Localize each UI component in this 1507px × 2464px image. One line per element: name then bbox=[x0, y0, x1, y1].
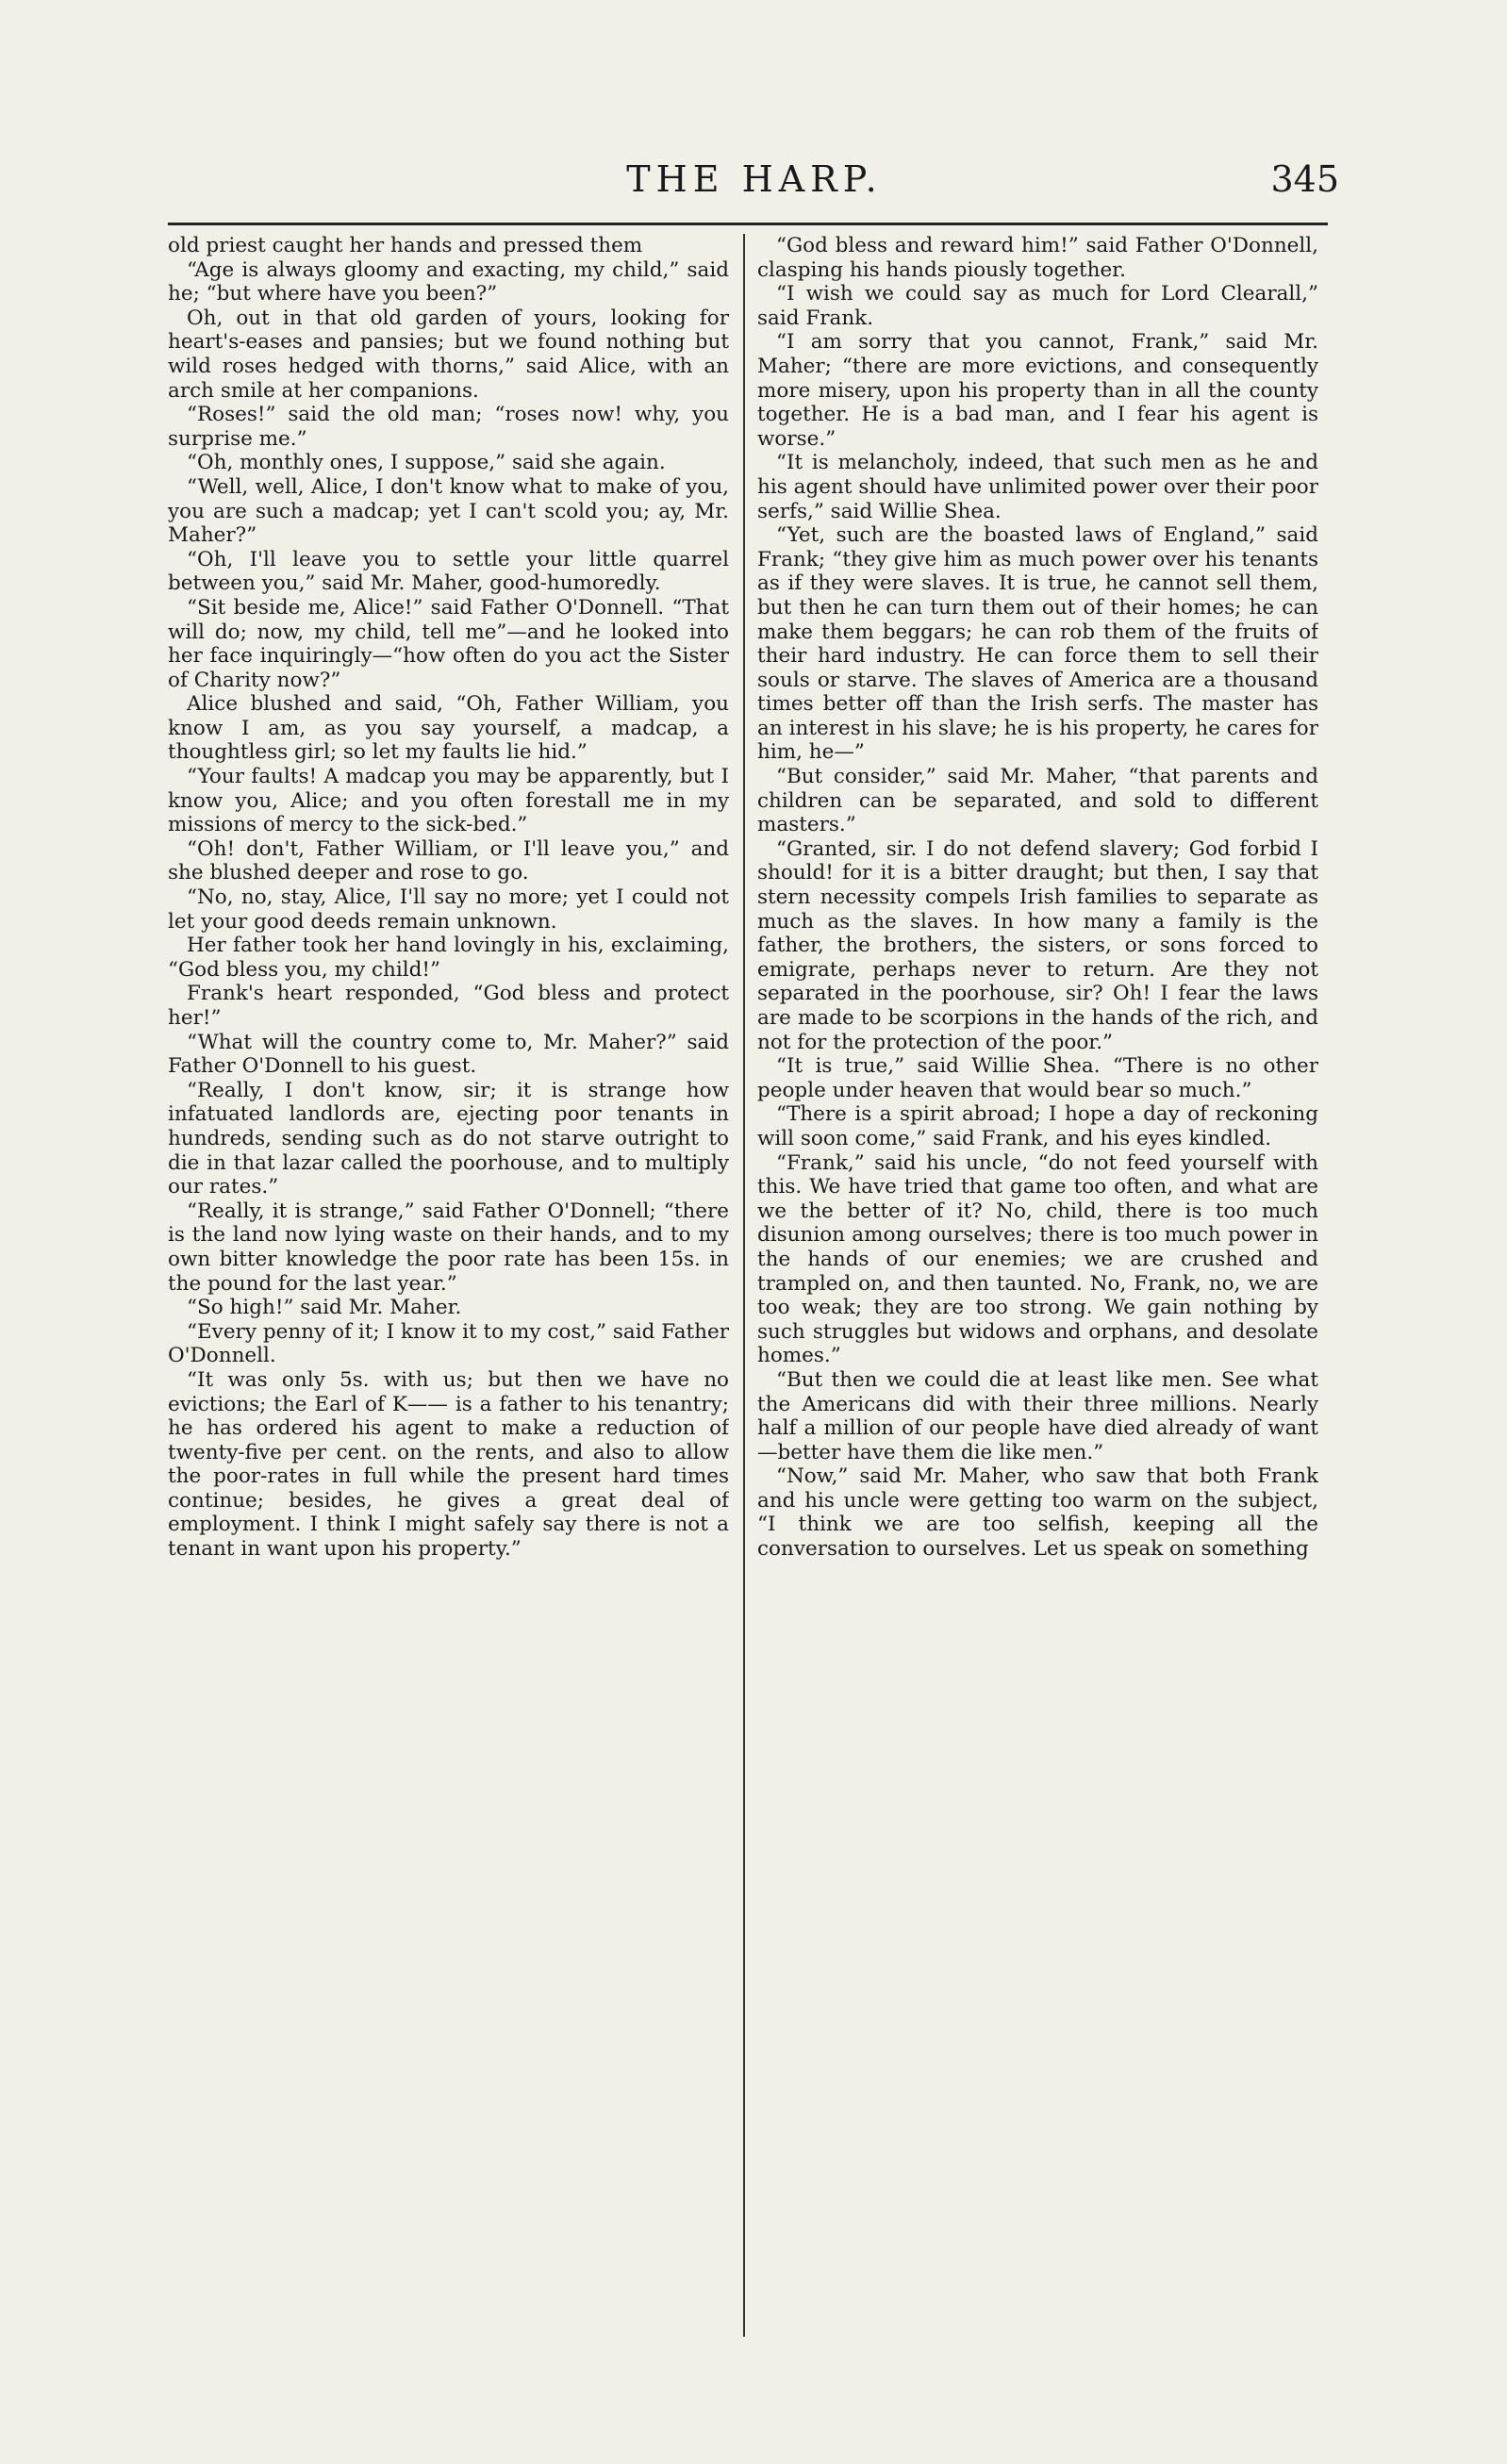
running-title: THE HARP. bbox=[626, 158, 883, 200]
paragraph: “Every penny of it; I know it to my cost,” said Father O'Donnell. bbox=[168, 1319, 729, 1368]
paragraph: “Now,” said Mr. Maher, who saw that both Frank and his uncle were getting too warm on the subject, “I think we are too selfish, keeping all the conversation to ourselves. Let us speak on something bbox=[757, 1464, 1318, 1562]
paragraph: “Sit beside me, Alice!” said Father O'Donnell. “That will do; now, my child, tell me”—and he looked into her face inquiringly—“how often do you act the Sister of Charity now?” bbox=[168, 595, 729, 692]
paragraph: old priest caught her hands and pressed them bbox=[168, 234, 643, 257]
paragraph: Her father took her hand lovingly in his, exclaiming, “God bless you, my child!” bbox=[168, 934, 729, 982]
paragraph: “It is true,” said Willie Shea. “There is no other people under heaven that would bear so much.” bbox=[757, 1054, 1318, 1102]
paragraph: “It was only 5s. with us; but then we have no evictions; the Earl of K—— is a father to his tenantry; he has ordered his agent to make a reduction of twenty-five per cent. on the rents, and also to allow the poor-rates in full while the present hard times continue; besides, he gives a great deal of employment. I think I might safely say there is not a tenant in want upon his property.” bbox=[168, 1367, 729, 1562]
paragraph: “Frank,” said his uncle, “do not feed yourself with this. We have tried that game too often, and what are we the better of it? No, child, there is too much disunion among ourselves; there is too much power in the hands of our enemies; we are crushed and trampled on, and then taunted. No, Frank, no, we are too weak; they are too strong. We gain nothing by such struggles but widows and orphans, and desolate homes.” bbox=[757, 1150, 1318, 1368]
paragraph: “Well, well, Alice, I don't know what to make of you, you are such a madcap; yet I can't scold you; ay, Mr. Maher?” bbox=[168, 474, 729, 548]
paragraph: “Really, I don't know, sir; it is strange how infatuated landlords are, ejecting poor tenants in hundreds, sending such as do not starve outright to die in that lazar called the poorhouse, and to multiply our rates.” bbox=[168, 1078, 729, 1199]
paragraph: “But consider,” said Mr. Maher, “that parents and children can be separated, and sold to different masters.” bbox=[757, 765, 1318, 837]
paragraph: “Oh! don't, Father William, or I'll leave you,” and she blushed deeper and rose to go. bbox=[168, 836, 729, 885]
paragraph: Alice blushed and said, “Oh, Father William, you know I am, as you say yourself, a madcap, a thoughtless girl; so let my faults lie hid.” bbox=[168, 692, 729, 765]
paragraph: “No, no, stay, Alice, I'll say no more; yet I could not let your good deeds remain unknown. bbox=[168, 885, 729, 934]
paragraph: “What will the country come to, Mr. Maher?” said Father O'Donnell to his guest. bbox=[168, 1030, 729, 1079]
page-header bbox=[170, 158, 1339, 215]
paragraph: “Oh, I'll leave you to settle your little quarrel between you,” said Mr. Maher, good-humoredly. bbox=[168, 547, 729, 596]
page-number: 345 bbox=[1270, 158, 1339, 200]
paragraph: Frank's heart responded, “God bless and protect her!” bbox=[168, 982, 729, 1030]
paragraph: “But then we could die at least like men. See what the Americans did with their three millions. Nearly half a million of our people have died already of want—better have them die like men.” bbox=[757, 1367, 1318, 1464]
paragraph: “It is melancholy, indeed, that such men as he and his agent should have unlimited power over their poor serfs,” said Willie Shea. bbox=[757, 451, 1318, 523]
right-column bbox=[757, 234, 1318, 2337]
left-column bbox=[168, 234, 729, 2337]
paragraph: “I wish we could say as much for Lord Clearall,” said Frank. bbox=[757, 282, 1318, 330]
paragraph: “Yet, such are the boasted laws of England,” said Frank; “they give him as much power over his tenants as if they were slaves. It is true, he cannot sell them, but then he can turn them out of their homes; he can make them beggars; he can rob them of the fruits of their hard industry. He can force them to sell their souls or starve. The slaves of America are a thousand times better off than the Irish serfs. The master has an interest in his slave; he is his property, he cares for him, he—” bbox=[757, 523, 1318, 765]
paragraph: “Roses!” said the old man; “roses now! why, you surprise me.” bbox=[168, 403, 729, 451]
paragraph: “Oh, monthly ones, I suppose,” said she again. bbox=[187, 451, 666, 475]
paragraph: “So high!” said Mr. Maher. bbox=[187, 1296, 462, 1320]
paragraph: “Age is always gloomy and exacting, my child,” said he; “but where have you been?” bbox=[168, 257, 729, 306]
text-columns bbox=[168, 234, 1328, 2337]
header-rule bbox=[168, 223, 1328, 225]
paragraph: “God bless and reward him!” said Father O'Donnell, clasping his hands piously together. bbox=[757, 234, 1318, 282]
paragraph: “Granted, sir. I do not defend slavery; God forbid I should! for it is a bitter draught; but then, I say that stern necessity compels Irish families to separate as much as the slaves. In how many a family is the father, the brothers, the sisters, or sons forced to emigrate, perhaps never to return. Are they not separated in the poorhouse, sir? Oh! I fear the laws are made to be scorpions in the hands of the rich, and not for the protection of the poor.” bbox=[757, 836, 1318, 1054]
paragraph: “I am sorry that you cannot, Frank,” said Mr. Maher; “there are more evictions, and consequently more misery, upon his property than in all the county together. He is a bad man, and I fear his agent is worse.” bbox=[757, 330, 1318, 451]
paragraph: “Really, it is strange,” said Father O'Donnell; “there is the land now lying waste on their hands, and to my own bitter knowledge the poor rate has been 15s. in the pound for the last year.” bbox=[168, 1199, 729, 1296]
column-divider bbox=[743, 234, 745, 2337]
paragraph: “Your faults! A madcap you may be apparently, but I know you, Alice; and you often forestall me in my missions of mercy to the sick-bed.” bbox=[168, 765, 729, 837]
paragraph: Oh, out in that old garden of yours, looking for heart's-eases and pansies; but we found nothing but wild roses hedged with thorns,” said Alice, with an arch smile at her companions. bbox=[168, 306, 729, 403]
paragraph: “There is a spirit abroad; I hope a day of reckoning will soon come,” said Frank, and his eyes kindled. bbox=[757, 1102, 1318, 1150]
